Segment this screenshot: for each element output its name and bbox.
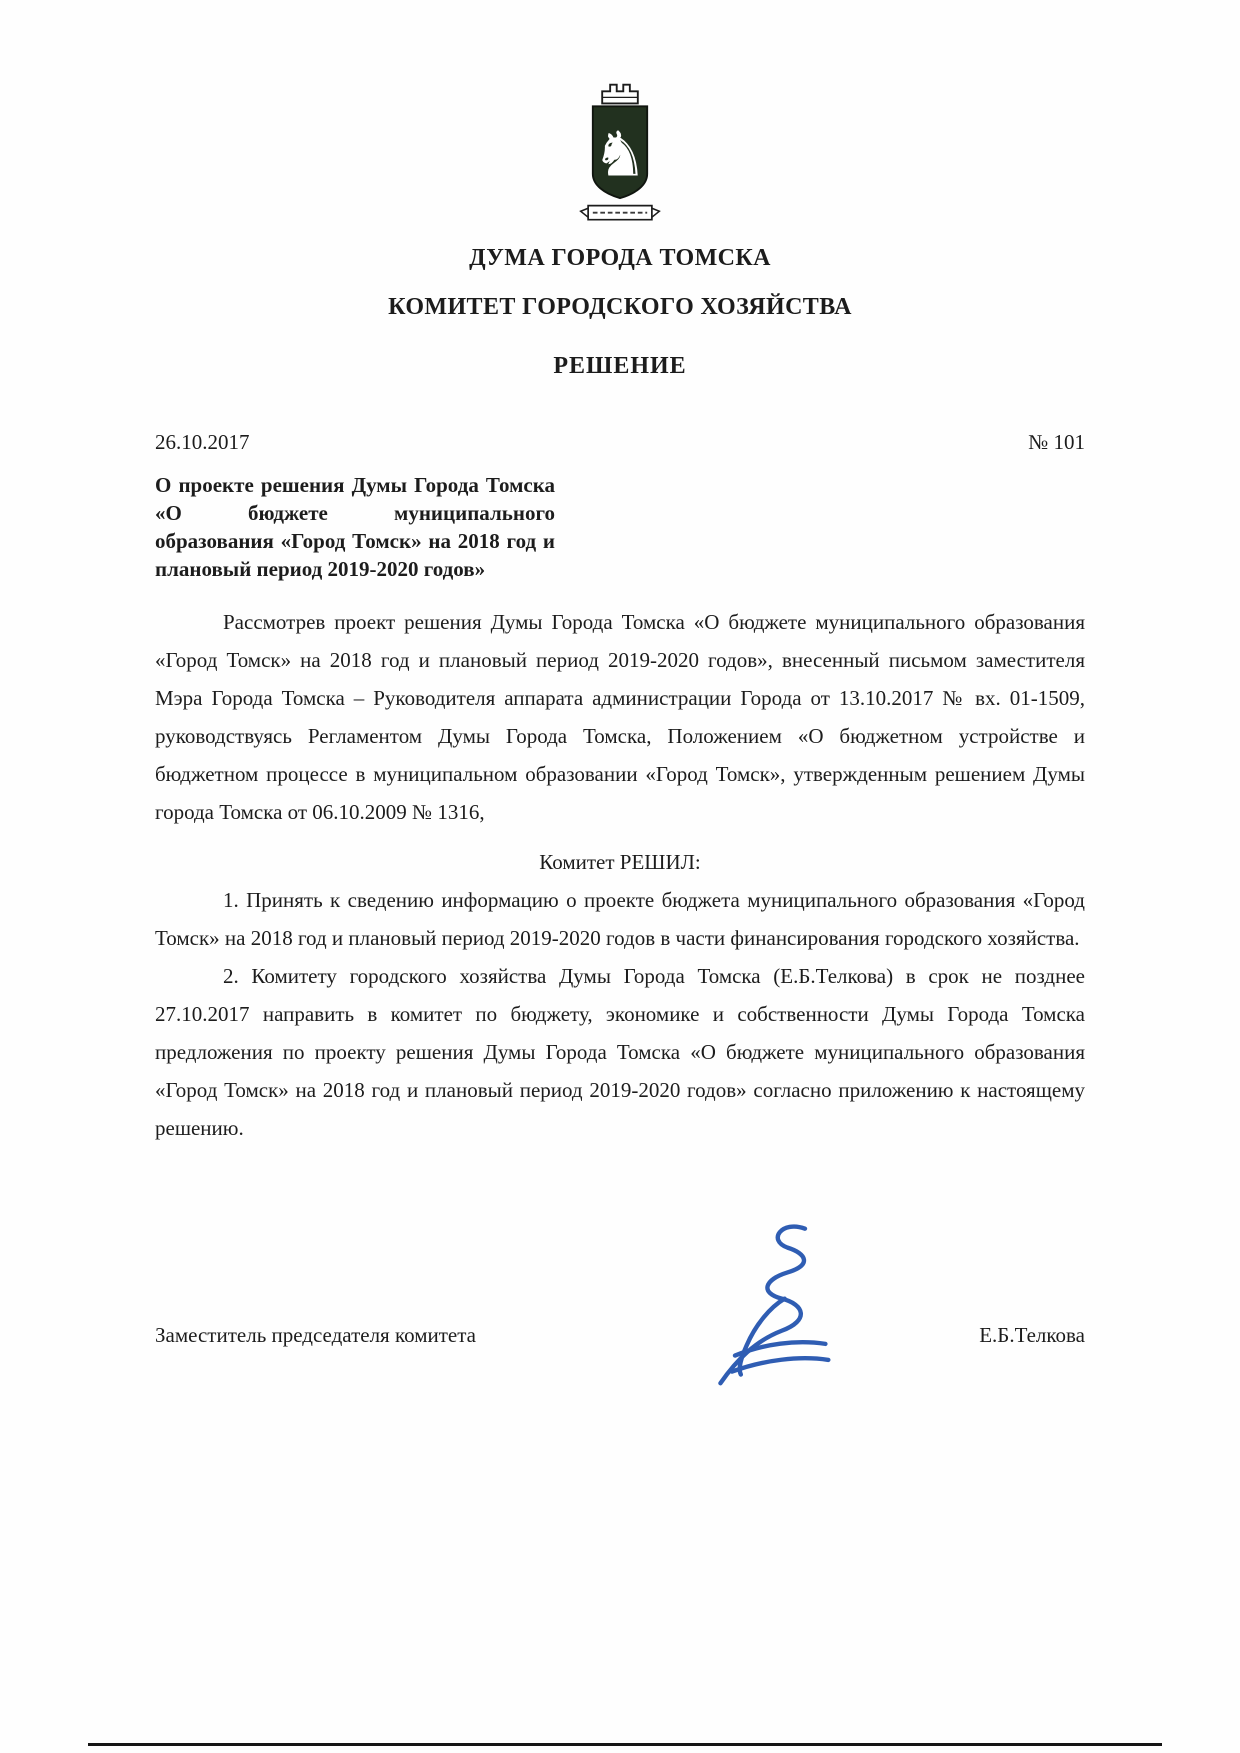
horse-icon: ♞ [592, 118, 648, 191]
organization-name: ДУМА ГОРОДА ТОМСКА [469, 245, 771, 271]
document-date: 26.10.2017 [155, 430, 250, 454]
document-subject: О проекте решения Думы Города Томска «О бюджете муниципального образования «Город Томск» на 2018 год и плановый период 2019-2020 годов» [155, 473, 555, 581]
handwritten-signature [695, 1217, 845, 1392]
signature-block [155, 1265, 1085, 1415]
resolution-item-2: 2. Комитету городского хозяйства Думы Города Томска (Е.Б.Телкова) в срок не позднее 27.10.2017 направить в комитет по бюджету, экономике и собственности Думы Города Томска предложения по проекту решения Думы Города Томска «О бюджете муниципального образования «Город Томск» на 2018 год и плановый период 2019-2020 годов» согласно приложению к настоящему решению. [155, 964, 1085, 1140]
tomsk-coat-of-arms-icon [573, 80, 667, 230]
resolution-item-1: 1. Принять к сведению информацию о проекте бюджета муниципального образования «Город Томск» на 2018 год и плановый период 2019-2020 годов в части финансирования городского хозяйства. [155, 888, 1085, 950]
resolution-items [155, 881, 1085, 1147]
crown-icon [602, 85, 638, 104]
date-number-row [155, 430, 1085, 455]
document-number: № 101 [1028, 430, 1085, 454]
resolution-heading: Комитет РЕШИЛ: [539, 850, 701, 874]
signer-name: Е.Б.Телкова [979, 1323, 1085, 1347]
coat-of-arms [155, 80, 1085, 235]
committee-name: КОМИТЕТ ГОРОДСКОГО ХОЗЯЙСТВА [388, 294, 852, 320]
page-bottom-scan-line [88, 1743, 1162, 1746]
preamble-paragraph: Рассмотрев проект решения Думы Города Томска «О бюджете муниципального образования «Город Томск» на 2018 год и плановый период 2019-2020 годов», внесенный письмом заместителя Мэра Города Томска – Руководителя аппарата администрации Города от 13.10.2017 № вх. 01-1509, руководствуясь Регламентом Думы Города Томска, Положением «О бюджетном устройстве и бюджетном процессе в муниципальном образовании «Город Томск», утвержденным решением Думы города Томска от 06.10.2009 № 1316, [155, 610, 1085, 824]
document-type-title: РЕШЕНИЕ [553, 353, 687, 379]
signer-position: Заместитель председателя комитета [155, 1323, 476, 1347]
